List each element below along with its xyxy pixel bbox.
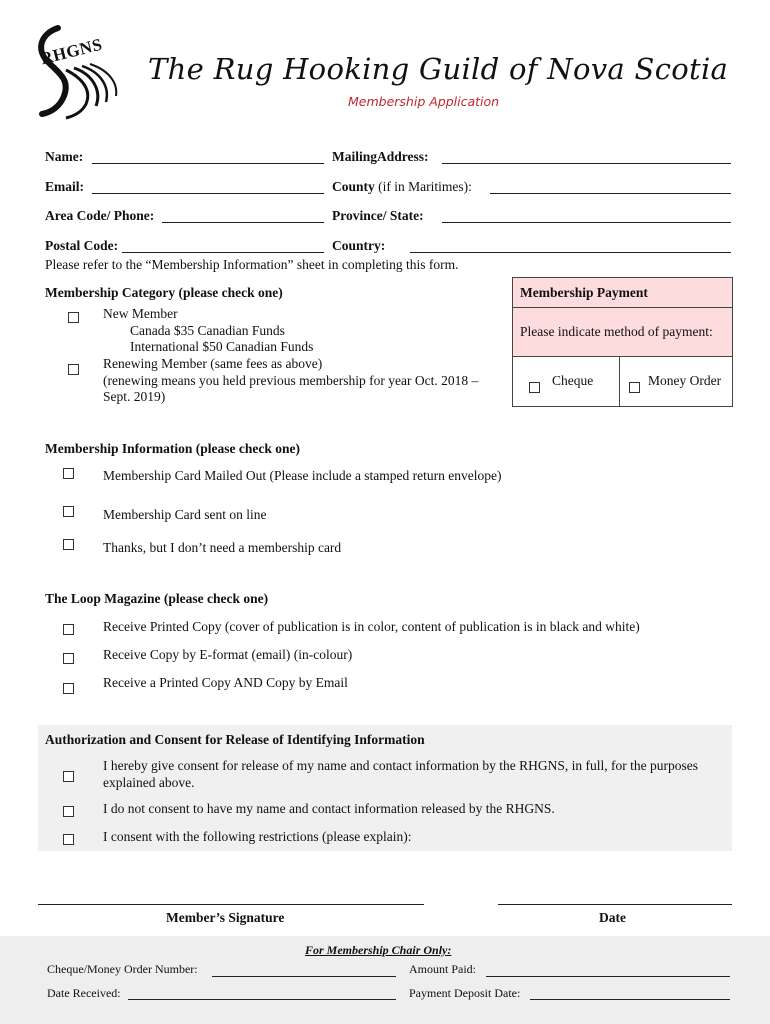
no-card-checkbox[interactable]: [63, 539, 74, 550]
payment-deposit-date-field[interactable]: [530, 999, 730, 1000]
consent-restrictions-label: I consent with the following restrictions (please explain):: [103, 829, 412, 844]
card-mailed-label: Membership Card Mailed Out (Please include a stamped return envelope): [103, 468, 502, 483]
no-consent-checkbox[interactable]: [63, 806, 74, 817]
printed-and-email-label: Receive a Printed Copy AND Copy by Email: [103, 675, 348, 690]
rhgns-logo: [30, 20, 125, 120]
postal-code-field[interactable]: [122, 252, 324, 253]
page-subtitle: Membership Application: [348, 94, 500, 109]
cheque-label: Cheque: [552, 373, 594, 388]
printed-copy-checkbox[interactable]: [63, 624, 74, 635]
logo-swirl-icon: [30, 20, 125, 120]
county-label: [332, 179, 472, 195]
county-field[interactable]: [490, 193, 731, 194]
membership-payment-heading: Membership Payment: [520, 285, 648, 300]
page-title: The Rug Hooking Guild of Nova Scotia: [148, 52, 729, 86]
consent-full-checkbox[interactable]: [63, 771, 74, 782]
amount-paid-field[interactable]: [486, 976, 730, 977]
cheque-number-field[interactable]: [212, 976, 396, 977]
county-label-note: (if in Maritimes):: [374, 179, 472, 194]
member-signature-field[interactable]: [38, 904, 424, 905]
amount-paid-label: Amount Paid:: [409, 962, 477, 976]
payment-deposit-date-label: Payment Deposit Date:: [409, 986, 521, 1000]
area-code-phone-label: Area Code/ Phone:: [45, 208, 155, 223]
signature-date-field[interactable]: [498, 904, 732, 905]
signature-date-label: Date: [599, 910, 626, 925]
no-card-label: Thanks, but I don’t need a membership card: [103, 540, 342, 555]
province-state-field[interactable]: [442, 222, 731, 223]
cheque-number-label: Cheque/Money Order Number:: [47, 962, 198, 976]
cheque-checkbox[interactable]: [529, 382, 540, 393]
renewing-member-checkbox[interactable]: [68, 364, 79, 375]
card-online-checkbox[interactable]: [63, 506, 74, 517]
chair-only-heading: For Membership Chair Only:: [305, 943, 452, 957]
canada-fee-label: Canada $35 Canadian Funds: [130, 323, 285, 338]
e-format-label: Receive Copy by E-format (email) (in-colour): [103, 647, 353, 662]
phone-field[interactable]: [162, 222, 324, 223]
money-order-label: Money Order: [648, 373, 722, 388]
new-member-label: New Member: [103, 306, 178, 321]
international-fee-label: International $50 Canadian Funds: [130, 339, 314, 354]
payment-options-divider: [513, 356, 732, 357]
no-consent-label: I do not consent to have my name and contact information released by the RHGNS.: [103, 801, 555, 816]
name-field[interactable]: [92, 163, 324, 164]
email-field[interactable]: [92, 193, 324, 194]
printed-copy-label: Receive Printed Copy (cover of publication is in color, content of publication is in black and white): [103, 619, 640, 634]
name-label: Name:: [45, 149, 84, 164]
email-label: Email:: [45, 179, 84, 194]
date-received-label: Date Received:: [47, 986, 121, 1000]
country-field[interactable]: [410, 252, 731, 253]
province-state-label: Province/ State:: [332, 208, 424, 223]
postal-code-label: Postal Code:: [45, 238, 119, 253]
membership-information-heading: Membership Information (please check one): [45, 441, 300, 456]
printed-and-email-checkbox[interactable]: [63, 683, 74, 694]
authorization-heading: Authorization and Consent for Release of Identifying Information: [45, 732, 425, 747]
renewing-note-line-1: (renewing means you held previous membership for year Oct. 2018 –: [103, 373, 479, 388]
refer-note: Please refer to the “Membership Information” sheet in completing this form.: [45, 257, 459, 272]
renewing-note-line-2: Sept. 2019): [103, 389, 166, 404]
payment-options-separator: [619, 356, 620, 406]
member-signature-label: Member’s Signature: [166, 910, 285, 925]
mailing-address-label: MailingAddress:: [332, 149, 429, 164]
consent-restrictions-checkbox[interactable]: [63, 834, 74, 845]
membership-category-heading: Membership Category (please check one): [45, 285, 283, 300]
country-label: Country:: [332, 238, 386, 253]
e-format-checkbox[interactable]: [63, 653, 74, 664]
card-mailed-checkbox[interactable]: [63, 468, 74, 479]
county-label-bold: County: [332, 179, 375, 194]
payment-instruction: Please indicate method of payment:: [520, 324, 713, 339]
loop-magazine-heading: The Loop Magazine (please check one): [45, 591, 269, 606]
mailing-address-field[interactable]: [442, 163, 731, 164]
consent-full-label-line-1: I hereby give consent for release of my name and contact information by the RHGNS, in full, for the purposes: [103, 758, 698, 773]
payment-heading-divider: [513, 307, 732, 308]
consent-full-label-line-2: explained above.: [103, 775, 195, 790]
new-member-checkbox[interactable]: [68, 312, 79, 323]
money-order-checkbox[interactable]: [629, 382, 640, 393]
renewing-member-label: Renewing Member (same fees as above): [103, 356, 323, 371]
logo-text: RHGNS: [38, 34, 105, 69]
date-received-field[interactable]: [128, 999, 396, 1000]
membership-payment-box: [512, 277, 733, 407]
card-online-label: Membership Card sent on line: [103, 507, 267, 522]
